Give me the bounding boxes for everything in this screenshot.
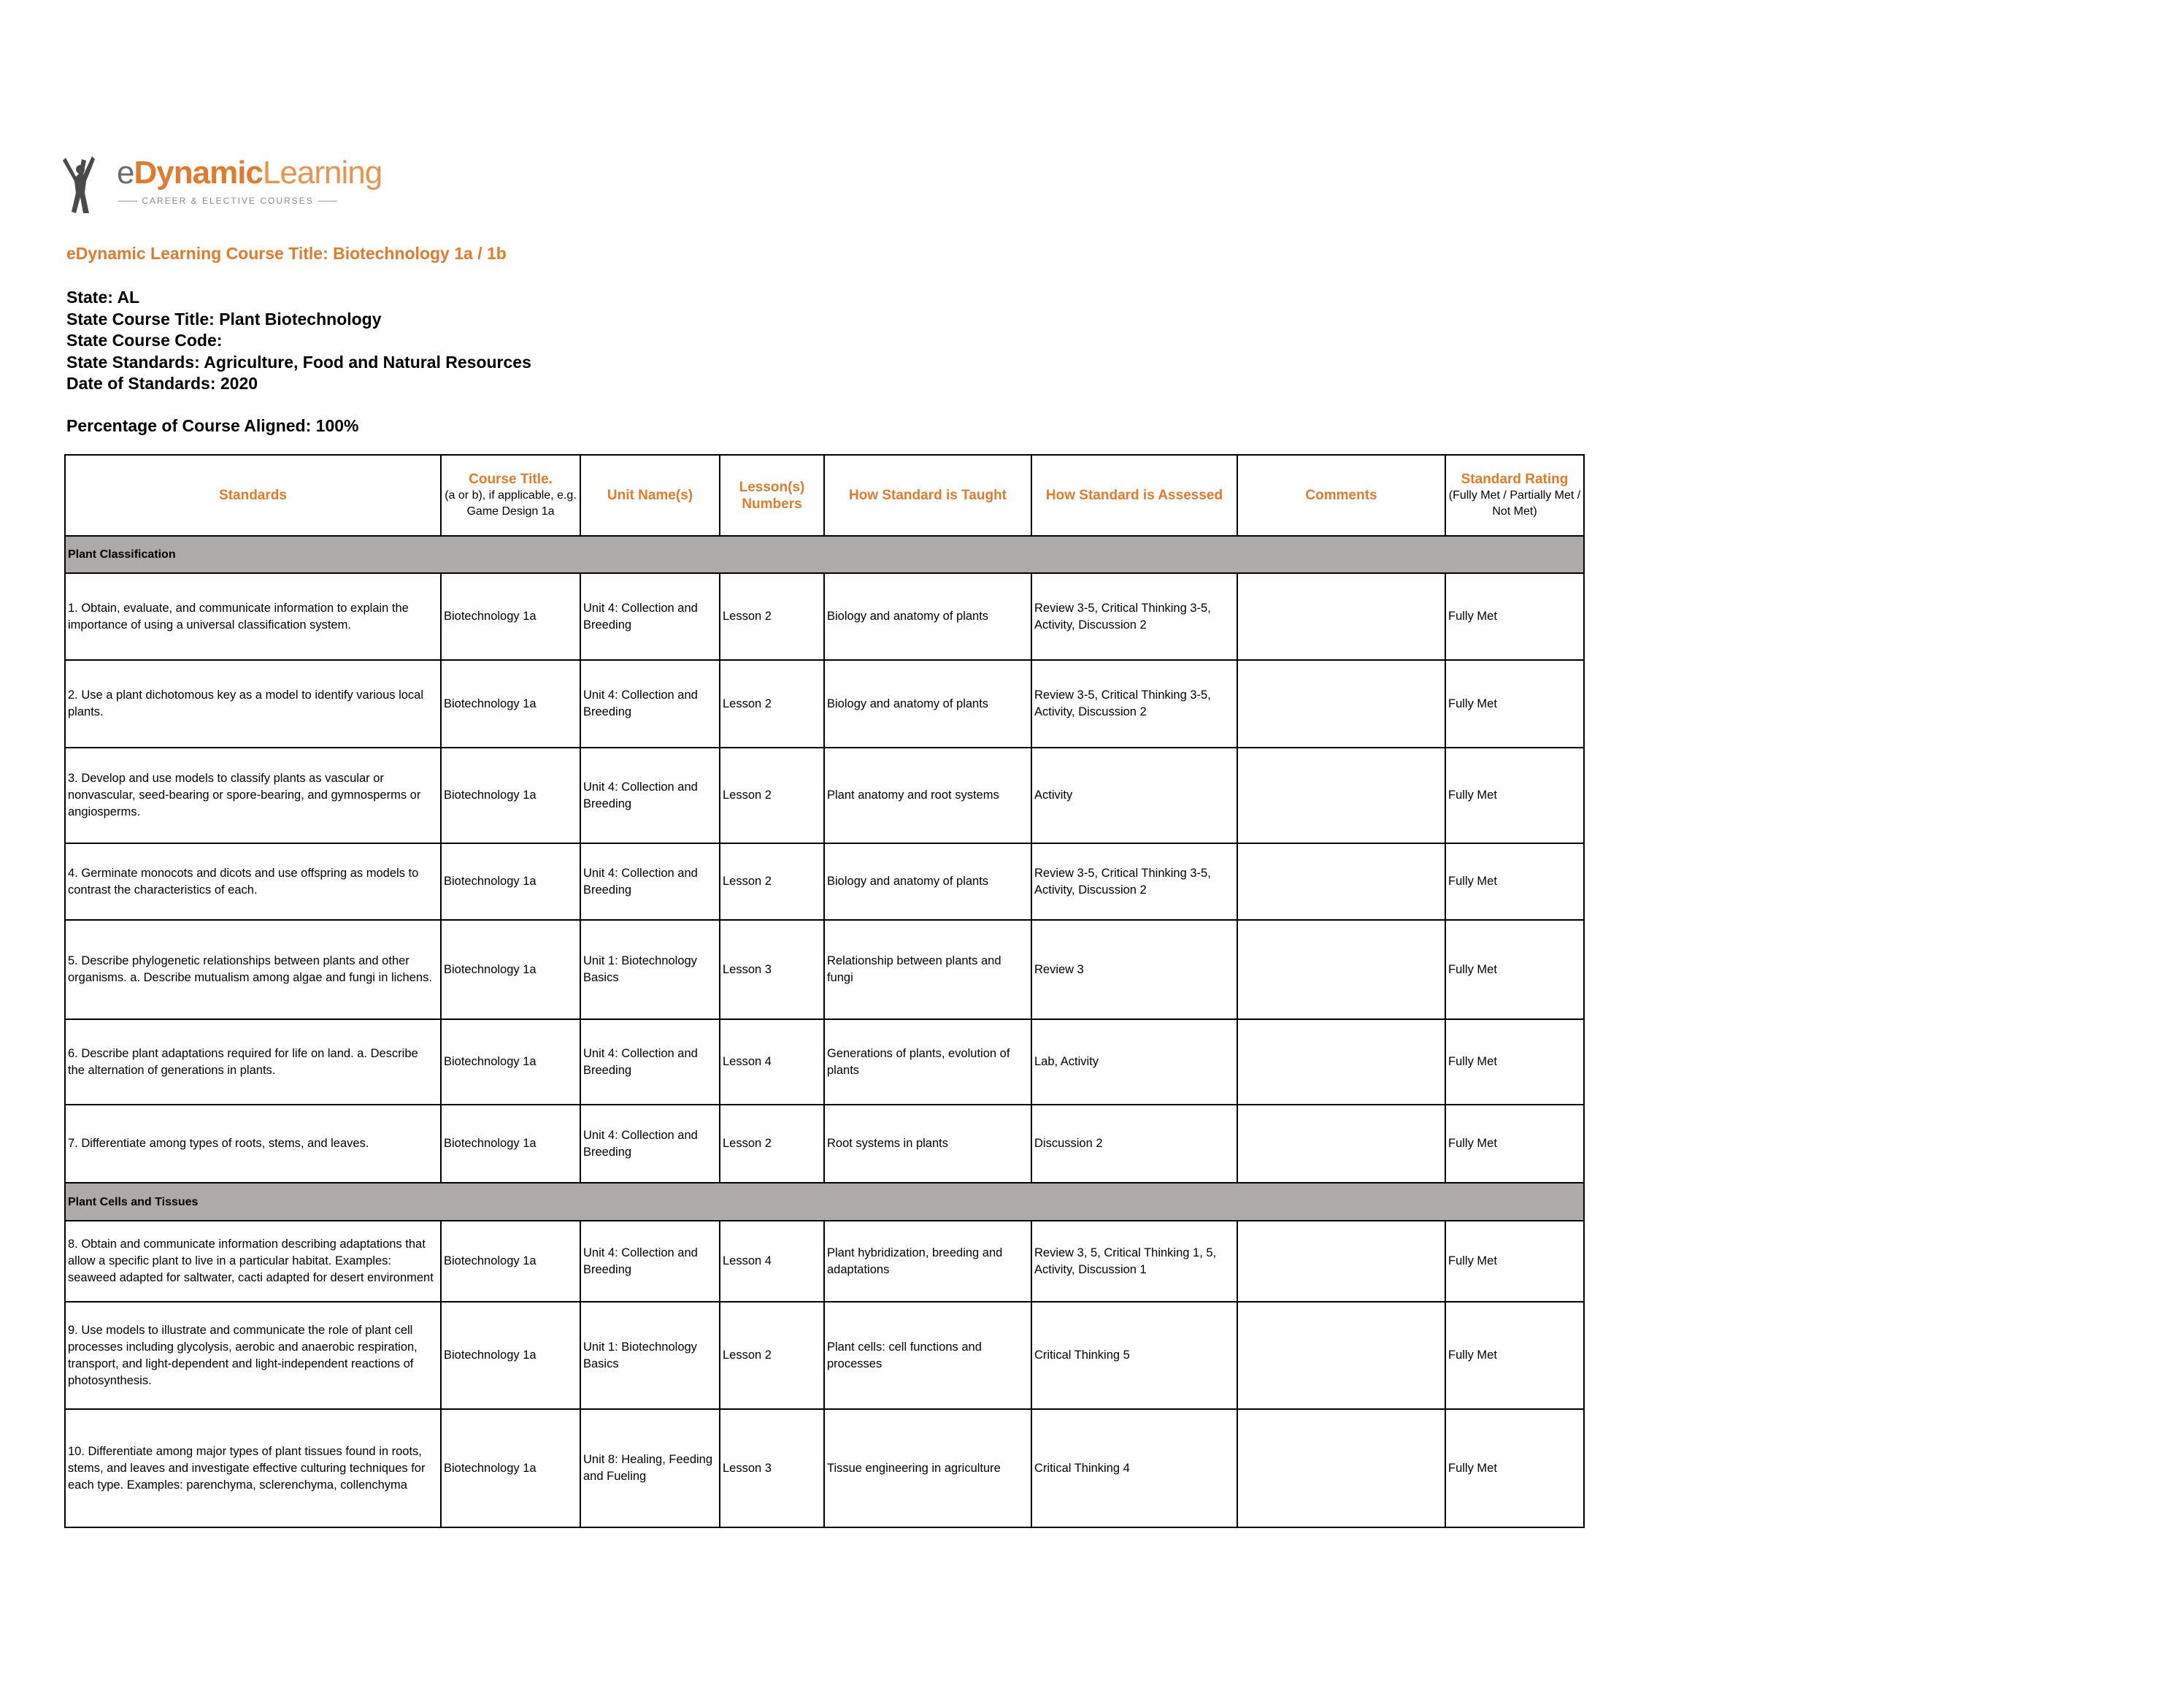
cell-course-title: Biotechnology 1a — [441, 1105, 580, 1183]
logo-tagline: CAREER & ELECTIVE COURSES — [142, 196, 314, 206]
cell-lesson-numbers: Lesson 3 — [720, 1409, 824, 1527]
cell-comments — [1237, 573, 1445, 660]
logo-learning: Learning — [262, 155, 382, 191]
header-how-assessed — [1031, 455, 1237, 536]
cell-how-taught: Biology and anatomy of plants — [824, 660, 1031, 748]
table-row — [65, 1302, 1584, 1409]
cell-course-title: Biotechnology 1a — [441, 920, 580, 1019]
cell-unit-name: Unit 1: Biotechnology Basics — [580, 1302, 720, 1409]
logo-e: e — [117, 155, 134, 191]
header-standard — [65, 455, 441, 536]
cell-standard: 7. Differentiate among types of roots, stems, and leaves. — [65, 1105, 441, 1183]
cell-standard: 8. Obtain and communicate information describing adaptations that allow a specific plant to live in a particular habitat. Examples: seaweed adapted for saltwater, cacti adapted for desert environment — [65, 1221, 441, 1302]
cell-lesson-numbers: Lesson 2 — [720, 1105, 824, 1183]
header-title: Standard Rating — [1461, 472, 1569, 487]
cell-unit-name: Unit 4: Collection and Breeding — [580, 660, 720, 748]
section-row — [65, 536, 1584, 573]
header-subtitle: (Fully Met / Partially Met / Not Met) — [1448, 489, 1581, 518]
graduate-figure-icon — [60, 152, 111, 215]
meta-date-of-standards: Date of Standards: 2020 — [66, 374, 258, 393]
cell-course-title: Biotechnology 1a — [441, 573, 580, 660]
table-row — [65, 573, 1584, 660]
cell-how-assessed: Review 3-5, Critical Thinking 3-5, Activity, Discussion 2 — [1031, 573, 1237, 660]
cell-comments — [1237, 1221, 1445, 1302]
cell-standard: 1. Obtain, evaluate, and communicate information to explain the importance of using a universal classification system. — [65, 573, 441, 660]
cell-how-assessed: Critical Thinking 5 — [1031, 1302, 1237, 1409]
meta-state-course-code: State Course Code: — [66, 331, 223, 350]
cell-lesson-numbers: Lesson 3 — [720, 920, 824, 1019]
header-title: Course Title. — [469, 472, 553, 487]
percentage-aligned: Percentage of Course Aligned: 100% — [66, 416, 359, 435]
cell-unit-name: Unit 8: Healing, Feeding and Fueling — [580, 1409, 720, 1527]
cell-standard: 10. Differentiate among major types of plant tissues found in roots, stems, and leaves and investigate effective culturing techniques for each type. Examples: parenchyma, sclerenchyma, collenchyma — [65, 1409, 441, 1527]
section-row — [65, 1183, 1584, 1221]
cell-standard: 5. Describe phylogenetic relationships between plants and other organisms. a. Describe mutualism among algae and fungi in lichens. — [65, 920, 441, 1019]
table-row — [65, 660, 1584, 748]
table-header-row — [65, 455, 1584, 536]
cell-standard: 9. Use models to illustrate and communicate the role of plant cell processes including glycolysis, aerobic and anaerobic respiration, transport, and light-dependent and light-independent reactions of photosynthesis. — [65, 1302, 441, 1409]
cell-comments — [1237, 843, 1445, 920]
header-title: Comments — [1305, 488, 1377, 503]
course-title: eDynamic Learning Course Title: Biotechnology 1a / 1b — [66, 244, 507, 263]
cell-lesson-numbers: Lesson 2 — [720, 660, 824, 748]
logo-dynamic: Dynamic — [134, 155, 263, 191]
cell-unit-name: Unit 1: Biotechnology Basics — [580, 920, 720, 1019]
cell-standard-rating: Fully Met — [1445, 573, 1584, 660]
cell-how-assessed: Discussion 2 — [1031, 1105, 1237, 1183]
cell-comments — [1237, 1105, 1445, 1183]
cell-standard: 2. Use a plant dichotomous key as a model to identify various local plants. — [65, 660, 441, 748]
cell-unit-name: Unit 4: Collection and Breeding — [580, 1019, 720, 1105]
table-row — [65, 1105, 1584, 1183]
cell-how-assessed: Review 3 — [1031, 920, 1237, 1019]
header-title: How Standard is Assessed — [1045, 488, 1223, 503]
cell-how-assessed: Activity — [1031, 748, 1237, 843]
cell-how-taught: Biology and anatomy of plants — [824, 843, 1031, 920]
table-row — [65, 843, 1584, 920]
cell-standard-rating: Fully Met — [1445, 748, 1584, 843]
header-title: Standards — [219, 488, 287, 503]
cell-comments — [1237, 1019, 1445, 1105]
cell-standard-rating: Fully Met — [1445, 1221, 1584, 1302]
cell-how-taught: Plant anatomy and root systems — [824, 748, 1031, 843]
cell-lesson-numbers: Lesson 4 — [720, 1019, 824, 1105]
cell-how-taught: Plant hybridization, breeding and adaptations — [824, 1221, 1031, 1302]
cell-how-taught: Biology and anatomy of plants — [824, 573, 1031, 660]
cell-lesson-numbers: Lesson 4 — [720, 1221, 824, 1302]
cell-comments — [1237, 1409, 1445, 1527]
cell-standard-rating: Fully Met — [1445, 1019, 1584, 1105]
cell-how-assessed: Critical Thinking 4 — [1031, 1409, 1237, 1527]
cell-course-title: Biotechnology 1a — [441, 1409, 580, 1527]
cell-lesson-numbers: Lesson 2 — [720, 748, 824, 843]
cell-unit-name: Unit 4: Collection and Breeding — [580, 1105, 720, 1183]
standards-table — [64, 454, 1585, 1528]
header-standard-rating — [1445, 455, 1584, 536]
cell-standard: 6. Describe plant adaptations required for life on land. a. Describe the alternation of generations in plants. — [65, 1019, 441, 1105]
cell-standard-rating: Fully Met — [1445, 1105, 1584, 1183]
edynamic-learning-logo — [60, 152, 382, 218]
cell-standard-rating: Fully Met — [1445, 1302, 1584, 1409]
meta-state-standards: State Standards: Agriculture, Food and Natural Resources — [66, 352, 531, 372]
cell-how-assessed: Lab, Activity — [1031, 1019, 1237, 1105]
table-row — [65, 920, 1584, 1019]
cell-lesson-numbers: Lesson 2 — [720, 1302, 824, 1409]
cell-lesson-numbers: Lesson 2 — [720, 843, 824, 920]
course-meta — [66, 287, 531, 395]
meta-state: State: AL — [66, 288, 140, 307]
cell-unit-name: Unit 4: Collection and Breeding — [580, 1221, 720, 1302]
meta-state-course-title: State Course Title: Plant Biotechnology — [66, 309, 382, 329]
cell-course-title: Biotechnology 1a — [441, 1302, 580, 1409]
header-title: Lesson(s) Numbers — [739, 479, 805, 512]
header-lesson-numbers — [720, 455, 824, 536]
cell-course-title: Biotechnology 1a — [441, 1221, 580, 1302]
cell-how-assessed: Review 3, 5, Critical Thinking 1, 5, Activity, Discussion 1 — [1031, 1221, 1237, 1302]
table-row — [65, 1019, 1584, 1105]
cell-standard-rating: Fully Met — [1445, 1409, 1584, 1527]
header-title: Unit Name(s) — [607, 488, 693, 503]
header-title: How Standard is Taught — [848, 488, 1007, 503]
header-course-title — [441, 455, 580, 536]
cell-how-taught: Tissue engineering in agriculture — [824, 1409, 1031, 1527]
cell-unit-name: Unit 4: Collection and Breeding — [580, 843, 720, 920]
cell-standard-rating: Fully Met — [1445, 843, 1584, 920]
table-row — [65, 748, 1584, 843]
header-comments — [1237, 455, 1445, 536]
table-row — [65, 1221, 1584, 1302]
cell-unit-name: Unit 4: Collection and Breeding — [580, 573, 720, 660]
header-how-taught — [824, 455, 1031, 536]
cell-course-title: Biotechnology 1a — [441, 843, 580, 920]
cell-standard-rating: Fully Met — [1445, 920, 1584, 1019]
cell-comments — [1237, 660, 1445, 748]
header-subtitle: (a or b), if applicable, e.g. Game Design 1a — [445, 489, 577, 518]
cell-lesson-numbers: Lesson 2 — [720, 573, 824, 660]
section-title: Plant Cells and Tissues — [65, 1183, 1584, 1221]
section-title: Plant Classification — [65, 536, 1584, 573]
cell-standard-rating: Fully Met — [1445, 660, 1584, 748]
cell-unit-name: Unit 4: Collection and Breeding — [580, 748, 720, 843]
cell-course-title: Biotechnology 1a — [441, 1019, 580, 1105]
cell-standard: 4. Germinate monocots and dicots and use offspring as models to contrast the characteristics of each. — [65, 843, 441, 920]
cell-how-taught: Plant cells: cell functions and processes — [824, 1302, 1031, 1409]
cell-course-title: Biotechnology 1a — [441, 660, 580, 748]
table-row — [65, 1409, 1584, 1527]
cell-comments — [1237, 1302, 1445, 1409]
cell-how-assessed: Review 3-5, Critical Thinking 3-5, Activity, Discussion 2 — [1031, 660, 1237, 748]
cell-how-taught: Relationship between plants and fungi — [824, 920, 1031, 1019]
header-unit-name — [580, 455, 720, 536]
cell-standard: 3. Develop and use models to classify plants as vascular or nonvascular, seed-bearing or spore-bearing, and gymnosperms or angiosperms. — [65, 748, 441, 843]
cell-comments — [1237, 748, 1445, 843]
cell-comments — [1237, 920, 1445, 1019]
cell-course-title: Biotechnology 1a — [441, 748, 580, 843]
cell-how-taught: Generations of plants, evolution of plants — [824, 1019, 1031, 1105]
cell-how-assessed: Review 3-5, Critical Thinking 3-5, Activity, Discussion 2 — [1031, 843, 1237, 920]
cell-how-taught: Root systems in plants — [824, 1105, 1031, 1183]
